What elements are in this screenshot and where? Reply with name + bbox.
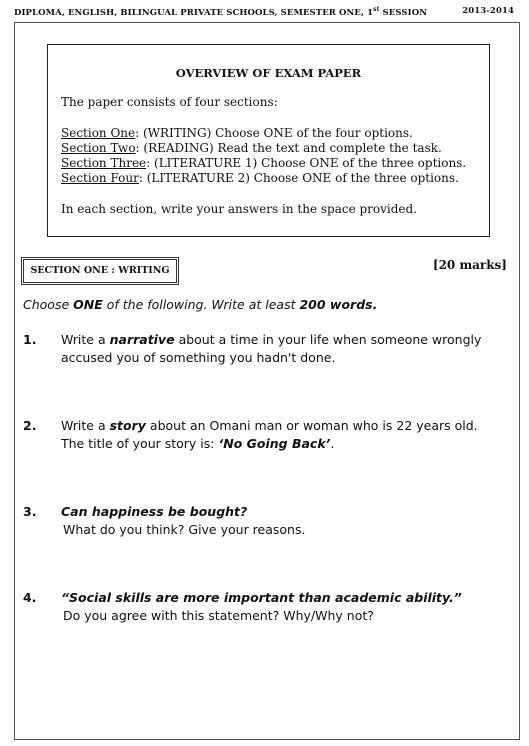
question-number: 2.: [23, 418, 37, 433]
q-heading: “Social skills are more important than academic ability.”: [61, 590, 462, 605]
section-desc: : (LITERATURE 1) Choose ONE of the three options.: [146, 156, 467, 170]
overview-title: OVERVIEW OF EXAM PAPER: [175, 66, 362, 80]
q-text: about a time in your life when someone wrongly: [174, 332, 482, 347]
question-text: [61, 503, 511, 539]
section-desc: : (LITERATURE 2) Choose ONE of the three options.: [138, 171, 459, 185]
q-keyword: narrative: [109, 332, 175, 347]
instruction-emphasis: ONE: [73, 297, 103, 312]
question-number: 1.: [23, 332, 37, 347]
instruction-emphasis: 200 words.: [299, 297, 378, 312]
section-desc: : (READING) Read the text and complete the task.: [135, 141, 442, 155]
overview-section-1: [61, 126, 413, 140]
section-desc: : (WRITING) Choose ONE of the four options.: [135, 126, 413, 140]
overview-footer: In each section, write your answers in the space provided.: [61, 202, 418, 216]
question-text: [61, 331, 511, 367]
q-text: Do you agree with this statement? Why/Why not?: [63, 608, 374, 623]
section-name: Section Three: [61, 156, 147, 170]
question-number: 4.: [23, 590, 37, 605]
q-text: Write a: [61, 332, 110, 347]
q-text: What do you think? Give your reasons.: [63, 522, 306, 537]
question-text: [61, 417, 511, 453]
q-text: about an Omani man or woman who is 22 years old.: [145, 418, 478, 433]
q-text: Write a: [61, 418, 110, 433]
section-name: Section One: [61, 126, 136, 140]
question-text: [61, 589, 511, 625]
overview-intro: The paper consists of four sections:: [61, 95, 278, 109]
instruction-text: of the following. Write at least: [102, 297, 300, 312]
section-name: Section Two: [61, 141, 136, 155]
header-title: DIPLOMA, ENGLISH, BILINGUAL PRIVATE SCHOOLS, SEMESTER ONE, 1st SESSION: [14, 6, 428, 18]
instruction-text: Choose: [23, 297, 74, 312]
q-keyword: story: [109, 418, 146, 433]
q-text: accused you of something you hadn't done.: [61, 350, 336, 365]
section-name: Section Four: [61, 171, 139, 185]
q-title: ‘No Going Back’: [218, 436, 331, 451]
page-header: [14, 6, 514, 18]
marks-label: [20 marks]: [432, 258, 507, 272]
overview-section-2: [61, 141, 442, 155]
q-text: .: [330, 436, 335, 451]
q-heading: Can happiness be bought?: [61, 504, 248, 519]
overview-section-4: [61, 171, 459, 185]
header-year: 2013-2014: [462, 6, 514, 16]
overview-section-3: [61, 156, 466, 170]
instruction: [23, 297, 377, 312]
question-number: 3.: [23, 504, 37, 519]
section-heading: SECTION ONE : WRITING: [23, 259, 177, 283]
q-text: The title of your story is:: [61, 436, 219, 451]
overview-box: [47, 44, 490, 237]
